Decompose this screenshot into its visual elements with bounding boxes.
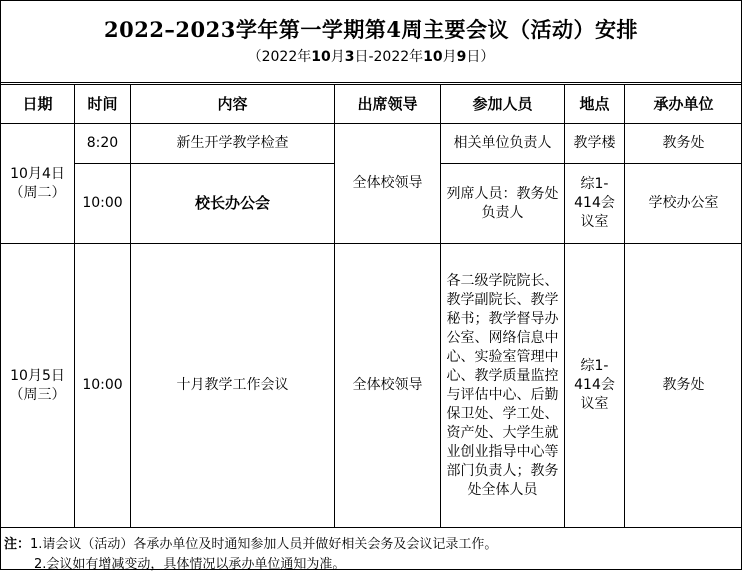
organizer-cell: 学校办公室 (625, 164, 742, 244)
organizer-cell: 教务处 (625, 124, 742, 164)
content-cell: 校长办公会 (131, 164, 335, 244)
date-range-close: 日） (466, 49, 494, 65)
time-cell: 8:20 (75, 124, 131, 164)
date-cell: 10月5日 （周三） (1, 244, 75, 528)
page-title: 2022–2023学年第一学期第4周主要会议（活动）安排 (0, 14, 742, 44)
table-row (1, 244, 742, 528)
header-location: 地点 (565, 85, 625, 124)
note-text-1: 1.请会议（活动）各承办单位及时通知参加人员并做好相关会务及会议记录工作。 (30, 537, 497, 552)
date-range-mid2: 日-2022年 (354, 49, 423, 65)
note-line-1 (4, 533, 497, 552)
header-organizer: 承办单位 (625, 85, 742, 124)
attendees-cell: 列席人员：教务处负责人 (441, 164, 565, 244)
header-date: 日期 (1, 85, 75, 124)
attendees-cell: 各二级学院院长、教学副院长、教学秘书；教学督导办公室、网络信息中心、实验室管理中心、教学质量监控与评估中心、后勤保卫处、学工处、资产处、大学生就业创业指导中心等部门负责人；教务处全体人员 (441, 244, 565, 528)
location-cell: 综1-414会议室 (565, 164, 625, 244)
date-range-day1: 3 (345, 49, 355, 65)
location-cell: 综1-414会议室 (565, 244, 625, 528)
time-cell: 10:00 (75, 244, 131, 528)
date-range-mid1: 月 (331, 49, 345, 65)
date-range-open: （2022年 (248, 49, 312, 65)
date-cell: 10月4日 （周二） (1, 124, 75, 244)
date-range-mid3: 月 (443, 49, 457, 65)
time-cell: 10:00 (75, 164, 131, 244)
organizer-cell: 教务处 (625, 244, 742, 528)
header-row (1, 85, 742, 124)
header-time: 时间 (75, 85, 131, 124)
leader-cell: 全体校领导 (335, 244, 441, 528)
title-divider (0, 82, 742, 83)
attendees-cell: 相关单位负责人 (441, 124, 565, 164)
date-range-month1: 10 (311, 49, 330, 65)
schedule-table (0, 84, 742, 528)
header-leader: 出席领导 (335, 85, 441, 124)
date-range-day2: 9 (457, 49, 467, 65)
table-row (1, 124, 742, 164)
date-range-month2: 10 (423, 49, 442, 65)
note-label: 注： (4, 537, 30, 552)
content-cell: 十月教学工作会议 (131, 244, 335, 528)
leader-cell: 全体校领导 (335, 124, 441, 244)
note-line-2: 2.会议如有增减变动，具体情况以承办单位通知为准。 (34, 553, 345, 572)
content-cell: 新生开学教学检查 (131, 124, 335, 164)
notes-section (0, 527, 742, 571)
date-range (0, 46, 742, 66)
header-content: 内容 (131, 85, 335, 124)
header-attendees: 参加人员 (441, 85, 565, 124)
location-cell: 教学楼 (565, 124, 625, 164)
